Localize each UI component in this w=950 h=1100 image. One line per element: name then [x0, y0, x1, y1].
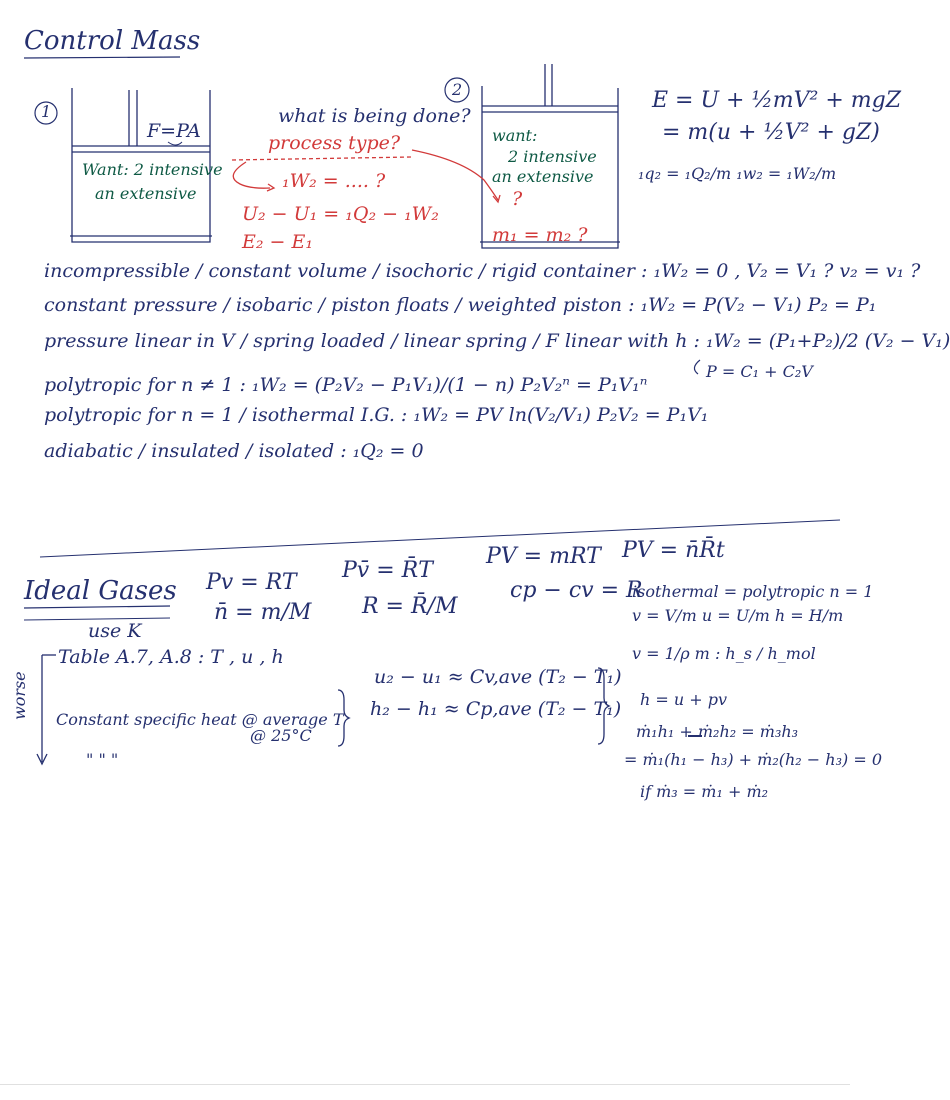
worse-label: worse	[10, 671, 29, 720]
specific-heat-relation: cp − cv = R	[510, 578, 643, 603]
right-note: isothermal = polytropic n = 1	[632, 582, 874, 601]
state-1-want-line1: Want: 2 intensive	[82, 160, 223, 179]
ideal-gas-eq: Pv̄ = R̄T	[342, 558, 433, 583]
energy-def-2: = m(u + ½V² + gZ)	[662, 120, 880, 145]
work-question: ₁W₂ = .... ?	[282, 170, 386, 192]
gas-constant-relation: R = R̄/M	[362, 594, 458, 619]
state-2-want-line3: an extensive	[492, 167, 594, 186]
state-2-want-line2: 2 intensive	[508, 147, 597, 166]
state-2-question: ?	[512, 188, 523, 210]
ideal-gas-eq: PV = mRT	[486, 544, 601, 569]
right-note: v = V/m u = U/m h = H/m	[632, 606, 844, 625]
molar-relation: n̄ = m/M	[214, 600, 312, 625]
process-row: pressure linear in V / spring loaded / linear spring / F linear with h : ₁W₂ = (P₁+P₂)/2 (V₂ − V₁)	[44, 330, 950, 352]
energy-def-1: E = U + ½mV² + mgZ	[652, 88, 901, 113]
energy-eq-1: U₂ − U₁ = ₁Q₂ − ₁W₂	[242, 203, 439, 225]
state-1-want-line2: an extensive	[95, 184, 197, 203]
process-row: constant pressure / isobaric / piston floats / weighted piston : ₁W₂ = P(V₂ − V₁) P₂ = P₁	[44, 294, 877, 316]
right-note: ṁ₁h₁ + ṁ₂h₂ = ṁ₃h₃	[636, 722, 799, 741]
constant-specific-heat-25c: @ 25°C	[250, 726, 312, 745]
state-2-want-line1: want:	[492, 126, 538, 145]
ditto-marks: " " "	[86, 750, 119, 769]
right-note: if ṁ₃ = ṁ₁ + ṁ₂	[640, 782, 769, 801]
section-title-ideal-gases: Ideal Gases	[24, 576, 177, 606]
what-being-done: what is being done?	[278, 105, 471, 127]
specific-heat-work: ₁q₂ = ₁Q₂/m ₁w₂ = ₁W₂/m	[638, 164, 837, 183]
ideal-gas-eq: PV = n̄R̄t	[622, 538, 725, 563]
linear-note: P = C₁ + C₂V	[706, 362, 813, 381]
constant-specific-heat: Constant specific heat @ average T	[56, 710, 344, 729]
process-row: adiabatic / insulated / isolated : ₁Q₂ = 0	[44, 440, 424, 462]
right-note: v = 1/ρ m : h_s / h_mol	[632, 644, 816, 663]
section-title-control-mass: Control Mass	[24, 26, 201, 56]
delta-h-eq: h₂ − h₁ ≈ Cp,ave (T₂ − T₁)	[370, 698, 622, 720]
state-2-number: 2	[452, 80, 463, 99]
right-note: h = u + pv	[640, 690, 728, 709]
process-row: polytropic for n ≠ 1 : ₁W₂ = (P₂V₂ − P₁V₁)/(1 − n) P₂V₂ⁿ = P₁V₁ⁿ	[44, 374, 648, 396]
ideal-gas-eq: Pv = RT	[206, 570, 297, 595]
energy-eq-2: E₂ − E₁	[242, 231, 313, 253]
delta-u-eq: u₂ − u₁ ≈ Cv,ave (T₂ − T₁)	[374, 666, 622, 688]
force-label: F=PA	[147, 120, 201, 142]
use-kelvin-note: use K	[88, 620, 142, 642]
table-reference: Table A.7, A.8 : T , u , h	[58, 646, 284, 668]
mass-equality: m₁ = m₂ ?	[492, 224, 588, 246]
process-row: polytropic for n = 1 / isothermal I.G. : ₁W₂ = PV ln(V₂/V₁) P₂V₂ = P₁V₁	[44, 404, 709, 426]
page-bottom-rule	[0, 1084, 850, 1085]
process-type: process type?	[268, 132, 401, 154]
right-note: = ṁ₁(h₁ − h₃) + ṁ₂(h₂ − h₃) = 0	[624, 750, 882, 769]
state-1-number: 1	[41, 102, 52, 121]
process-row: incompressible / constant volume / isochoric / rigid container : ₁W₂ = 0 , V₂ = V₁ ? v₂ = v₁ ?	[44, 260, 921, 282]
